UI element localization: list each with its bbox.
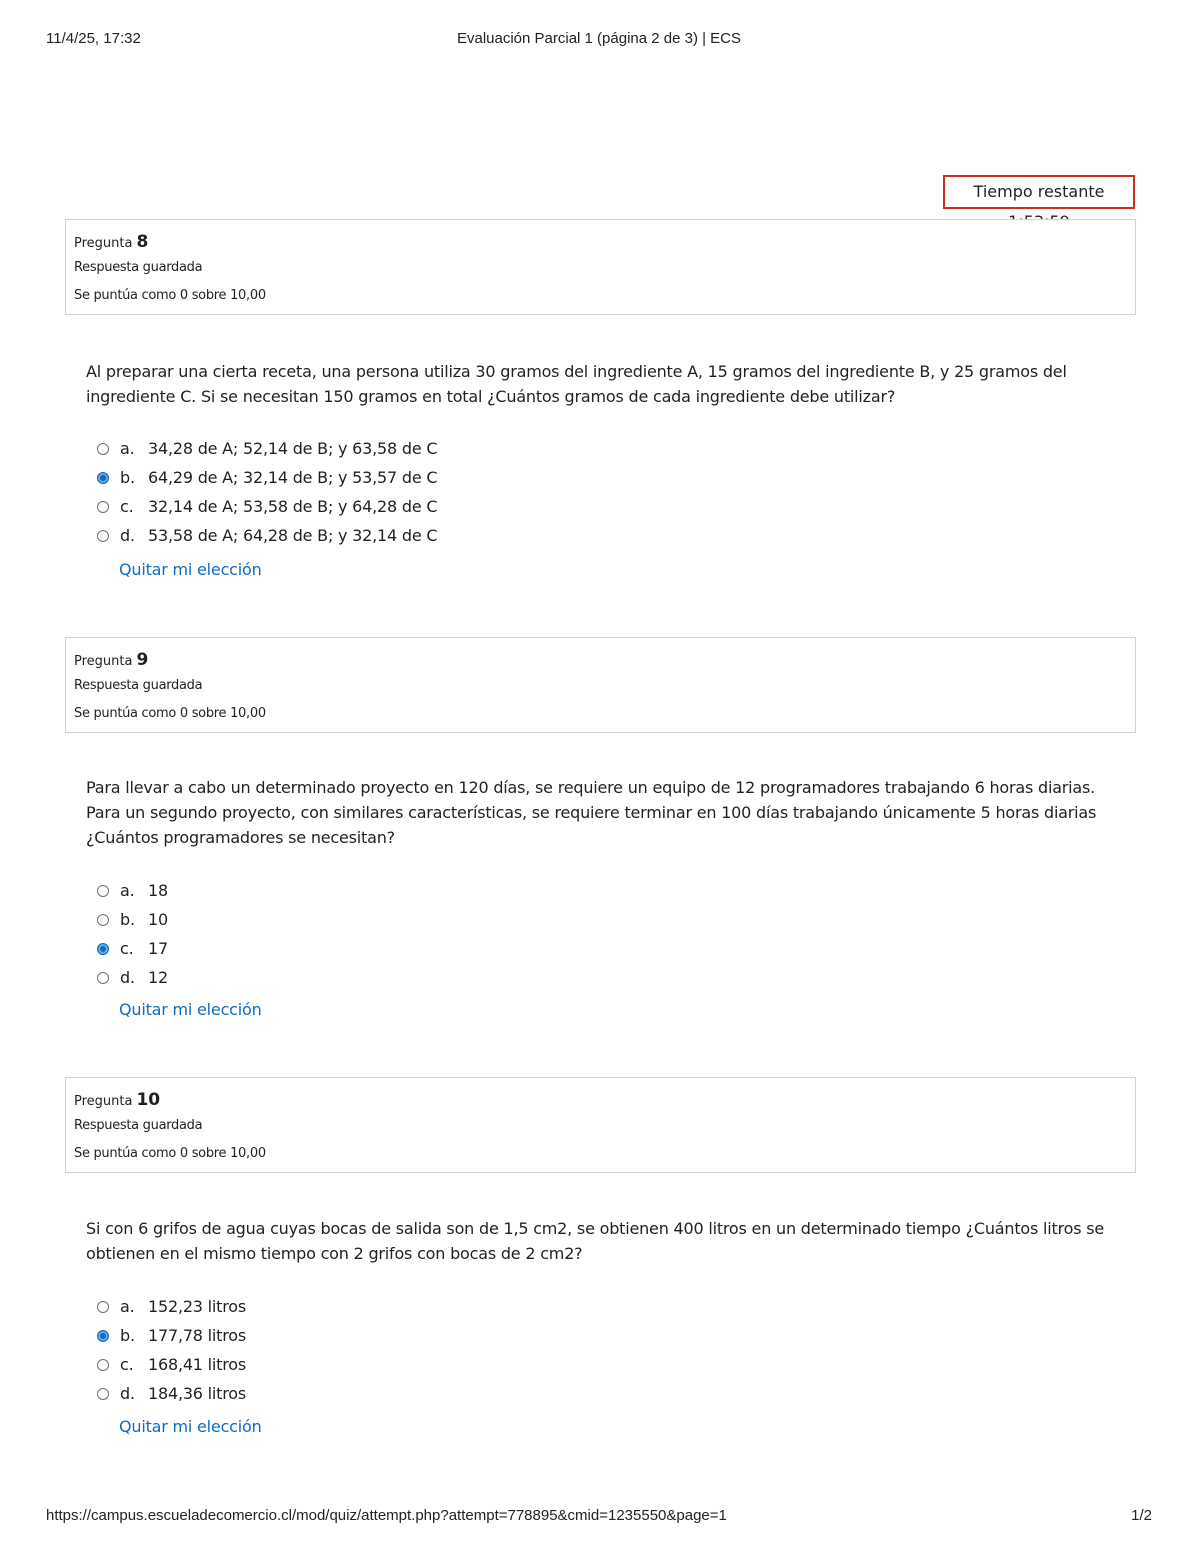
answer-text: 17 xyxy=(148,939,168,958)
answer-letter: d. xyxy=(120,968,135,987)
answer-letter: c. xyxy=(120,1355,134,1374)
question-state: Respuesta guardada xyxy=(74,1118,203,1133)
radio-button[interactable] xyxy=(97,885,109,897)
answer-option-b[interactable] xyxy=(95,905,595,934)
clear-choice-link-10[interactable]: Quitar mi elección xyxy=(119,1417,262,1436)
radio-button[interactable] xyxy=(97,443,109,455)
print-url: https://campus.escueladecomercio.cl/mod/quiz/attempt.php?attempt=778895&cmid=1235550&page=1 xyxy=(46,1507,727,1524)
answer-letter: b. xyxy=(120,910,135,929)
answer-text: 32,14 de A; 53,58 de B; y 64,28 de C xyxy=(148,497,438,516)
answer-letter: c. xyxy=(120,497,134,516)
answer-option-d[interactable] xyxy=(95,521,595,550)
question-info-9 xyxy=(65,637,1136,733)
answer-letter: a. xyxy=(120,1297,135,1316)
question-state: Respuesta guardada xyxy=(74,678,203,693)
question-number xyxy=(74,230,1135,254)
answer-text: 184,36 litros xyxy=(148,1384,246,1403)
clear-choice-link-8[interactable]: Quitar mi elección xyxy=(119,560,262,579)
question-label: Pregunta xyxy=(74,1094,133,1109)
question-number xyxy=(74,1088,1135,1112)
radio-button[interactable] xyxy=(97,501,109,513)
answer-text: 12 xyxy=(148,968,168,987)
answer-option-b[interactable] xyxy=(95,463,595,492)
question-text-8: Al preparar una cierta receta, una persona utiliza 30 gramos del ingrediente A, 15 gramos del ingrediente B, y 25 gramos del ingrediente C. Si se necesitan 150 gramos en total ¿Cuántos gramos de cada ingrediente debe utilizar? xyxy=(86,362,1067,406)
answer-text: 18 xyxy=(148,881,168,900)
print-page-title: Evaluación Parcial 1 (página 2 de 3) | ECS xyxy=(456,30,742,47)
radio-button[interactable] xyxy=(97,1359,109,1371)
answer-letter: b. xyxy=(120,1326,135,1345)
radio-button-selected[interactable] xyxy=(97,472,109,484)
answer-text: 34,28 de A; 52,14 de B; y 63,58 de C xyxy=(148,439,438,458)
radio-button-selected[interactable] xyxy=(97,1330,109,1342)
question-info-8 xyxy=(65,219,1136,315)
question-number-value: 8 xyxy=(136,232,149,252)
answer-list-10 xyxy=(95,1292,595,1408)
radio-button[interactable] xyxy=(97,914,109,926)
answer-letter: d. xyxy=(120,526,135,545)
question-label: Pregunta xyxy=(74,236,133,251)
question-info-10 xyxy=(65,1077,1136,1173)
question-number xyxy=(74,648,1135,672)
question-number-value: 10 xyxy=(136,1090,161,1110)
answer-option-a[interactable] xyxy=(95,876,595,905)
answer-letter: a. xyxy=(120,439,135,458)
question-grade: Se puntúa como 0 sobre 10,00 xyxy=(74,1146,266,1161)
answer-letter: d. xyxy=(120,1384,135,1403)
answer-option-c[interactable] xyxy=(95,492,595,521)
answer-text: 168,41 litros xyxy=(148,1355,246,1374)
question-number-value: 9 xyxy=(136,650,149,670)
answer-option-a[interactable] xyxy=(95,434,595,463)
answer-text: 10 xyxy=(148,910,168,929)
radio-button[interactable] xyxy=(97,530,109,542)
radio-button[interactable] xyxy=(97,972,109,984)
print-datetime: 11/4/25, 17:32 xyxy=(46,30,141,47)
print-footer xyxy=(46,1507,1152,1527)
radio-button[interactable] xyxy=(97,1301,109,1313)
question-grade: Se puntúa como 0 sobre 10,00 xyxy=(74,706,266,721)
question-label: Pregunta xyxy=(74,654,133,669)
answer-option-d[interactable] xyxy=(95,963,595,992)
question-grade: Se puntúa como 0 sobre 10,00 xyxy=(74,288,266,303)
answer-letter: b. xyxy=(120,468,135,487)
radio-button-selected[interactable] xyxy=(97,943,109,955)
answer-list-9 xyxy=(95,876,595,992)
answer-option-c[interactable] xyxy=(95,1350,595,1379)
radio-button[interactable] xyxy=(97,1388,109,1400)
time-remaining xyxy=(943,175,1135,209)
answer-text: 53,58 de A; 64,28 de B; y 32,14 de C xyxy=(148,526,438,545)
answer-option-c[interactable] xyxy=(95,934,595,963)
answer-list-8 xyxy=(95,434,595,550)
question-state: Respuesta guardada xyxy=(74,260,203,275)
answer-option-d[interactable] xyxy=(95,1379,595,1408)
answer-text: 152,23 litros xyxy=(148,1297,246,1316)
answer-text: 177,78 litros xyxy=(148,1326,246,1345)
print-header xyxy=(46,30,1152,50)
answer-letter: a. xyxy=(120,881,135,900)
question-text-9: Para llevar a cabo un determinado proyecto en 120 días, se requiere un equipo de 12 programadores trabajando 6 horas diarias. Para un segundo proyecto, con similares características, se requiere terminar en 100 días trabajando únicamente 5 horas diarias ¿Cuántos programadores se necesitan? xyxy=(86,778,1097,847)
question-text-10: Si con 6 grifos de agua cuyas bocas de salida son de 1,5 cm2, se obtienen 400 litros en un determinado tiempo ¿Cuántos litros se obtienen en el mismo tiempo con 2 grifos con bocas de 2 cm2? xyxy=(86,1219,1105,1263)
answer-option-a[interactable] xyxy=(95,1292,595,1321)
answer-text: 64,29 de A; 32,14 de B; y 53,57 de C xyxy=(148,468,438,487)
answer-letter: c. xyxy=(120,939,134,958)
answer-option-b[interactable] xyxy=(95,1321,595,1350)
clear-choice-link-9[interactable]: Quitar mi elección xyxy=(119,1000,262,1019)
time-remaining-label: Tiempo restante xyxy=(973,182,1105,201)
print-page-number: 1/2 xyxy=(1131,1507,1152,1524)
